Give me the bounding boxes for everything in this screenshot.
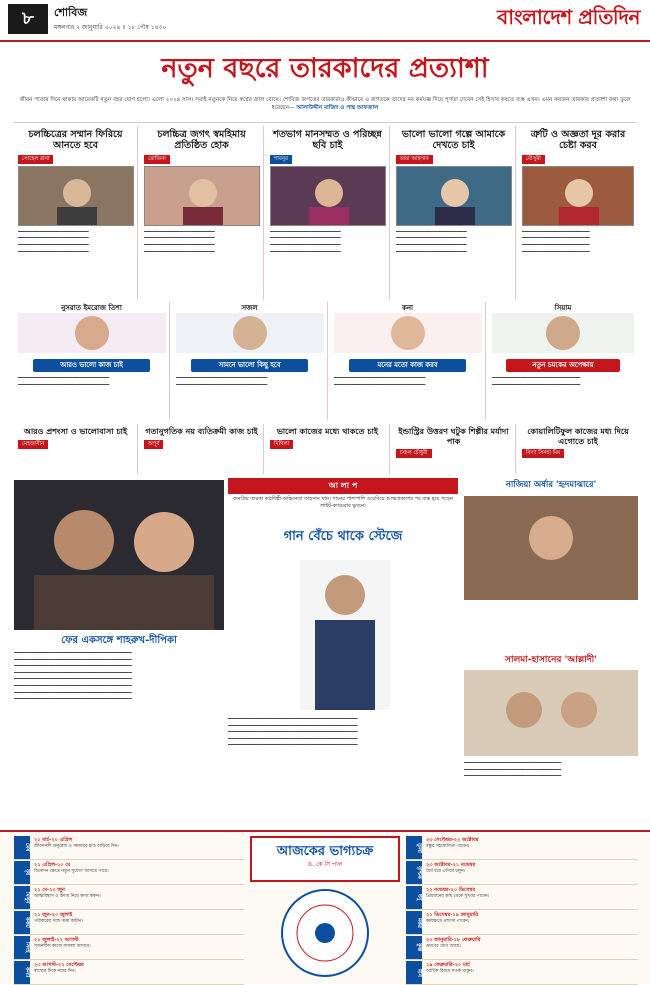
person-name-tag: বিদ্যা সিনহা মিম [522, 449, 564, 458]
column-title: চলচ্চিত্র জগৎ স্বমহিমায় প্রতিষ্ঠিত হোক [157, 129, 246, 152]
zodiac-sign [14, 961, 244, 985]
main-headline: নতুন বছরে তারকাদের প্রত্যাশা [161, 53, 489, 84]
person-card [172, 302, 328, 420]
person-card [488, 302, 638, 420]
article-column [518, 424, 638, 474]
column-title: ভালো কাজের মধ্যে থাকতে চাই [276, 427, 379, 436]
sign-name: কর্কট [14, 911, 30, 934]
horoscope-title: আজকের ভাগ্যচক্র [276, 844, 374, 859]
page-header [0, 0, 650, 42]
person-name: সজল [241, 304, 258, 312]
sign-text: ভ্রমণের যোগ আছে। [426, 944, 461, 949]
sign-dates: ২১ জুলাই-২২ আগস্ট [34, 937, 79, 943]
sign-name: কন্যা [14, 961, 30, 984]
side-story-body: ━━━━━━━━━━━━━━━━━━━━━━━━━━━━━━━━━ ━━━━━━━━━━━━━━━━━━━━━━━━━━━━━━━━━ ━━━━━━━━━━━━━━━━━━━━━━━━━━━━━━━━━ [464, 760, 562, 780]
column-title: আরও প্রশংসা ও ভালোবাসা চাই [23, 427, 128, 436]
article-column [140, 126, 264, 300]
column-title: শতভাগ মানসম্মত ও পরিচ্ছন্ন ছবি চাই [273, 129, 382, 152]
quote-banner: নতুন চমকের অপেক্ষায় [506, 359, 620, 372]
person-name-tag: মিথিলা [270, 440, 293, 449]
sign-name: সিংহ [14, 936, 30, 959]
section-name: শোবিজ [54, 6, 88, 19]
sign-dates: ২৩ সেপ্টেম্বর-২২ অক্টোবর [426, 837, 479, 843]
sign-dates: ২০ জানুয়ারি-১৮ ফেব্রুয়ারি [426, 937, 481, 943]
zodiac-wheel-icon [280, 888, 370, 978]
person-body: ━━━━━━━━━━━━━━━━━━━━━━━━━━━━━━━ ━━━━━━━━━━━━━━━━━━━━━━━━━━━━━━━ [334, 375, 426, 388]
sign-dates: ২১ মার্চ-২০ এপ্রিল [34, 837, 73, 843]
column-title: ভালো ভালো গল্পে আমাকে দেখতে চাই [401, 129, 506, 152]
sign-name: কুম্ভ [406, 936, 422, 959]
portrait-photo [522, 166, 634, 226]
person-name-tag: রোজিনা [144, 155, 170, 164]
byline: আলাউদ্দীন মাজিদ ও পান্থ আফজাল [296, 104, 379, 111]
column-body: ━━━━━━━━━━━━━━━━━━━━━━━━ ━━━━━━━━━━━━━━━━━━━━━━━━ ━━━━━━━━━━━━━━━━━━━━━━━━ ━━━━━━━━━━━━━━━━━━━━━━━━ [18, 228, 89, 255]
horoscope-section [0, 830, 650, 984]
feature-label: আ লা প [228, 478, 458, 494]
sign-name: বৃশ্চিক [406, 861, 422, 884]
person-name: সিয়াম [554, 304, 572, 312]
side-story-title: নাজিয়া অর্ষার 'হৃদমাঝারে' [505, 480, 597, 490]
portrait-photo [396, 166, 512, 226]
quote-banner: আরও ভালো কাজ চাই [33, 359, 151, 372]
side-story-title: সালমা-হাসানের 'আল্লাদী' [505, 655, 597, 665]
article-column [14, 424, 138, 474]
portrait-photo [18, 166, 134, 226]
side-story-photo [464, 496, 638, 600]
column-title: চলচ্চিত্রের সম্মান ফিরিয়ে আনতে হবে [28, 129, 123, 152]
person-name-tag: অপূর্ব [144, 440, 163, 449]
page-number: ৮ [8, 4, 48, 34]
column-body: ━━━━━━━━━━━━━━━━━━━━━━━━ ━━━━━━━━━━━━━━━━━━━━━━━━ ━━━━━━━━━━━━━━━━━━━━━━━━ ━━━━━━━━━━━━━━━━━━━━━━━━ [144, 228, 215, 255]
sign-dates: ২৩ আগস্ট-২২ সেপ্টেম্বর [34, 962, 84, 968]
sign-text: বিনোদন ক্ষেত্রে নতুন সুযোগ আসতে পারে। [34, 869, 109, 874]
sign-name: ধনু [406, 886, 422, 909]
article-column [266, 424, 390, 474]
feature-intro: জনপ্রিয় তারকা কণ্ঠশিল্পী-অভিনেতা তাহসান খান। গানের পাশাপাশি ওয়েবিয়ে আত্মপ্রকাশের পর ব্যস্ত হয়ে পড়েন লাইট-ক্যামেরার ভুবনে। [233, 496, 453, 509]
sign-text: ধৈর্য ধরে এগিয়ে চলুন। [426, 869, 466, 874]
quote-banner: সামনে ভালো কিছু হবে [191, 359, 309, 372]
zodiac-sign [406, 936, 638, 960]
article-column [518, 126, 638, 300]
sign-text: সৃজনশীল কাজে সাফল্য আসবে। [34, 944, 91, 949]
person-name-tag: মেহজাবীন [18, 440, 48, 449]
side-story-title: ফের একসঙ্গে শাহরুখ-দীপিকা [61, 635, 177, 646]
person-name-tag: মৌসুমী [522, 155, 545, 164]
film-still-photo [14, 480, 224, 630]
intro-text: জীবন পাতার দিনে থাকায় আরেকটি নতুন বছর যোগ হলো। এলো ২০২৪ সাল। সবাই নতুনকে নিয়ে স্বপ্নের জাল বোনে। শোবিজ জগতের তারকারাও কীভাবে এ জগতকে তাদের নব কর্মযজ্ঞ দিয়ে পূর্ণতা দেবেন সেই হিসাব কষতে ব্যস্ত এখন। এমন কয়জন তারকার প্রত্যাশা কথা তুলে ধরেছেন— [19, 97, 631, 111]
portrait-photo [492, 313, 634, 353]
person-name: নুসরাত ইমরোজ তিশা [61, 304, 122, 312]
issue-date: মঙ্গলবার ২ জানুয়ারি ২০২৪ ॥ ১৮ পৌষ ১৪৩০ [54, 24, 167, 31]
sign-text: আত্মবিশ্বাস ও উদ্যম নিয়ে কাজ করুন। [34, 894, 101, 899]
zodiac-sign [406, 911, 638, 935]
intro-paragraph [14, 97, 636, 123]
feature-heading: গান বেঁচে থাকে স্টেজে [283, 529, 403, 544]
zodiac-sign [14, 911, 244, 935]
portrait-photo [176, 313, 324, 353]
sign-text: কর্মক্ষেত্রে প্রশংসা পাবেন। [426, 919, 470, 924]
person-body: ━━━━━━━━━━━━━━━━━━━━━━━━━━━━━━ ━━━━━━━━━━━━━━━━━━━━━━━━━━━━━━ [492, 375, 581, 388]
portrait-photo [270, 166, 386, 226]
sign-dates: ২২ নভেম্বর-২০ ডিসেম্বর [426, 887, 476, 893]
column-title: কোয়ালিটিফুল কাজের মধ্য দিয়ে এগোতে চাই [527, 427, 629, 446]
person-body: ━━━━━━━━━━━━━━━━━━━━━━━━━━━━━━━ ━━━━━━━━━━━━━━━━━━━━━━━━━━━━━━━ [18, 375, 110, 388]
side-story-photo [464, 670, 638, 756]
zodiac-sign [14, 936, 244, 960]
zodiac-sign [406, 961, 638, 985]
zodiac-sign [14, 886, 244, 910]
horoscope-author: ড. কে সি পাল [307, 860, 343, 868]
person-name-tag: শাবনূর [270, 155, 292, 164]
sign-text: পরিবারের সঙ্গে সময় কাটান। [34, 919, 83, 924]
column-title: গতানুগতিক নয় ব্যতিক্রমী কাজ চাই [145, 427, 258, 436]
person-name-tag: জয়া আহসান [396, 155, 433, 164]
sign-name: মীন [406, 961, 422, 984]
column-body: ━━━━━━━━━━━━━━━━━━━━━━━ ━━━━━━━━━━━━━━━━━━━━━━━ ━━━━━━━━━━━━━━━━━━━━━━━ ━━━━━━━━━━━━━━━━━━━━━━━ [522, 228, 590, 255]
quote-banner: মনের মতো কাজ করব [349, 359, 467, 372]
zodiac-sign [406, 861, 638, 885]
horoscope-title-box [250, 836, 400, 882]
sign-name: মিথুন [14, 886, 30, 909]
sign-text: আর্থিক বিষয়ে সতর্ক থাকুন। [426, 969, 474, 974]
sign-text: জীবনসঙ্গী অনুরোধ ও সমন্বয়ের হাত বাড়িয়ে দিন। [34, 844, 119, 849]
sign-dates: ২১ জুন-২০ জুলাই [34, 912, 73, 918]
sign-dates: ২৩ অক্টোবর-২১ নভেম্বর [426, 862, 476, 868]
person-name: কনা [401, 304, 414, 312]
column-body: ━━━━━━━━━━━━━━━━━━━━━━━━ ━━━━━━━━━━━━━━━━━━━━━━━━ ━━━━━━━━━━━━━━━━━━━━━━━━ ━━━━━━━━━━━━━━━━━━━━━━━━ [396, 228, 467, 255]
article-column [392, 424, 516, 474]
sign-text: প্রিয়জনের কাছ থেকে সুখবর পাবেন। [426, 894, 490, 899]
sign-dates: ২১ মে-২০ জুন [34, 887, 65, 893]
person-name-tag: সোহেল রানা [18, 155, 53, 164]
zodiac-sign [406, 836, 638, 860]
sign-dates: ২১ এপ্রিল-২০ মে [34, 862, 71, 868]
person-card [330, 302, 486, 420]
sign-dates: ১৯ ফেব্রুয়ারি-২০ মার্চ [426, 962, 470, 968]
sign-dates: ২১ ডিসেম্বর-১৯ জানুয়ারি [426, 912, 479, 918]
article-column [392, 126, 516, 300]
person-body: ━━━━━━━━━━━━━━━━━━━━━━━━━━━━━━━ ━━━━━━━━━━━━━━━━━━━━━━━━━━━━━━━ [176, 375, 268, 388]
person-name-tag: চঞ্চল চৌধুরী [396, 449, 432, 458]
portrait-photo [144, 166, 260, 226]
feature-body: ━━━━━━━━━━━━━━━━━━━━━━━━━━━━━━━━━━━━━━━━━━━━ ━━━━━━━━━━━━━━━━━━━━━━━━━━━━━━━━━━━━━━━━━━━━ ━━━━━━━━━━━━━━━━━━━━━━━━━━━━━━━━━━━━━━━━━━━━ ━━━━━━━━━━━━━━━━━━━━━━━━━━━━━━━━━━━━━━━━━━━━ ━━━━━━━━━━━━━━━━━━━━━━━━━━━━━━━━━━━━━━━━━━━━ [228, 716, 358, 749]
sign-name: মকর [406, 911, 422, 934]
column-title: ত্রুটি ও অজ্ঞতা দূর করার চেষ্টা করব [530, 129, 626, 152]
zodiac-sign [14, 836, 244, 860]
interviewee-photo [300, 560, 390, 710]
column-body: ━━━━━━━━━━━━━━━━━━━━━━━━ ━━━━━━━━━━━━━━━━━━━━━━━━ ━━━━━━━━━━━━━━━━━━━━━━━━ ━━━━━━━━━━━━━━━━━━━━━━━━ [270, 228, 341, 255]
sign-name: মেষ [14, 836, 30, 859]
sign-text: বন্ধুর সহযোগিতা পাবেন। [426, 844, 470, 849]
newspaper-logo: বাংলাদেশ প্রতিদিন [497, 5, 640, 29]
column-title: ইন্ডাস্ট্রির উত্তরণ ঘটুক শিল্পীর মর্যাদা পাক [398, 427, 509, 446]
sign-text: স্বাস্থ্যের দিকে নজর দিন। [34, 969, 76, 974]
zodiac-sign [406, 886, 638, 910]
zodiac-sign [14, 861, 244, 885]
person-card [14, 302, 170, 420]
sign-name: বৃষ [14, 861, 30, 884]
article-column [14, 126, 138, 300]
article-column [266, 126, 390, 300]
portrait-photo [334, 313, 482, 353]
article-column [140, 424, 264, 474]
side-story-body: ━━━━━━━━━━━━━━━━━━━━━━━━━━━━━━━━━━━━━━━━ ━━━━━━━━━━━━━━━━━━━━━━━━━━━━━━━━━━━━━━━━ ━━━━━━━━━━━━━━━━━━━━━━━━━━━━━━━━━━━━━━━━ ━━━━━━━━━━━━━━━━━━━━━━━━━━━━━━━━━━━━━━━━ ━━━━━━━━━━━━━━━━━━━━━━━━━━━━━━━━━━━━━━━━ ━━━━━━━━━━━━━━━━━━━━━━━━━━━━━━━━━━━━━━━━ ━━━━━━━━━━━━━━━━━━━━━━━━━━━━━━━━━━━━━━━━ ━━━━━━━━━━━━━━━━━━━━━━━━━━━━━━━━━━━━━━━━ [14, 650, 132, 703]
sign-name: তুলা [406, 836, 422, 859]
portrait-photo [18, 313, 166, 353]
